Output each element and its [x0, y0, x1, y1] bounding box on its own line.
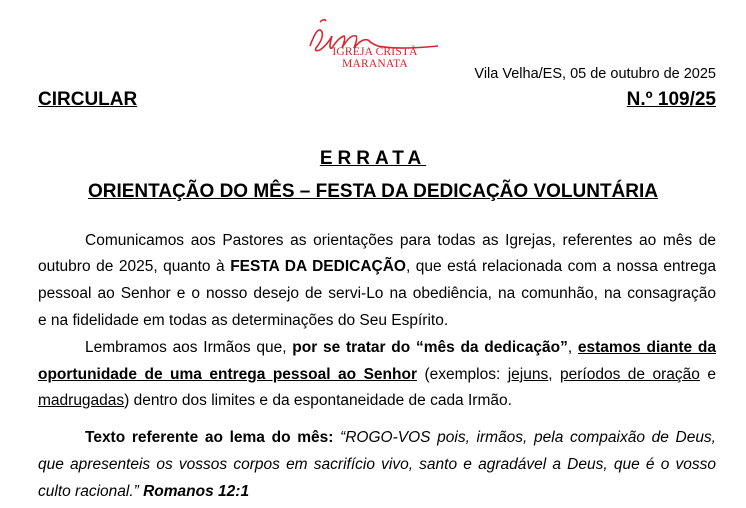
document-number: N.º 109/25	[626, 89, 716, 110]
text: Lembramos aos Irmãos que,	[85, 339, 293, 356]
underlined-text: períodos de oração	[560, 366, 700, 383]
festa-bold: FESTA DA DEDICAÇÃO	[230, 258, 406, 275]
text: outubro de 2025, quanto à	[38, 258, 231, 275]
italic-quote: “ROGO-VOS pois, irmãos, pela compaixão de Deus,	[340, 429, 716, 446]
p3-line	[38, 455, 716, 475]
text: (exemplos:	[416, 366, 508, 383]
bible-reference: Romanos 12:1	[143, 483, 250, 500]
underlined-text: jejuns	[507, 366, 549, 383]
p3-line	[38, 428, 716, 448]
text: ) dentro dos limites e da espontaneidade de cada Irmão.	[124, 392, 512, 409]
text: , que está relacionada com a nossa entrega	[405, 258, 716, 275]
p1-line	[38, 257, 716, 277]
place-date: Vila Velha/ES, 05 de outubro de 2025	[474, 66, 716, 82]
church-name-logo-text: IGREJA CRISTÃ MARANATA	[332, 46, 418, 70]
bold-underlined-text: oportunidade de uma entrega pessoal ao Senhor	[38, 366, 417, 383]
bold-text: por se tratar do “mês da dedicação”	[292, 339, 568, 356]
bold-underlined-text: estamos diante da	[577, 339, 716, 356]
bold-text: Texto referente ao lema do mês:	[85, 429, 341, 446]
text: e	[699, 366, 716, 383]
p3-line	[38, 482, 716, 502]
italic-quote: que apresenteis os vossos corpos em sacrifício vivo, santo e agradável a Deus, que é o vosso	[38, 456, 716, 473]
text: ,	[548, 366, 561, 383]
document-title: ORIENTAÇÃO DO MÊS – FESTA DA DEDICAÇÃO VOLUNTÁRIA	[87, 181, 658, 202]
italic-quote: culto racional.”	[38, 483, 144, 500]
p1-line: Comunicamos aos Pastores as orientações para todas as Igrejas, referentes ao mês de	[85, 232, 716, 249]
errata-heading: ERRATA	[319, 148, 427, 169]
p1-line: e na fidelidade em todas as determinações do Seu Espírito.	[38, 312, 449, 329]
p2-line	[38, 365, 716, 385]
document-type: CIRCULAR	[38, 89, 138, 110]
p2-line	[38, 338, 716, 358]
p2-line	[38, 391, 716, 411]
underlined-text: madrugadas	[38, 392, 125, 409]
text: ,	[567, 339, 578, 356]
p1-line: pessoal ao Senhor e o nosso desejo de servi-Lo na obediência, na comunhão, na consagração	[38, 285, 716, 302]
